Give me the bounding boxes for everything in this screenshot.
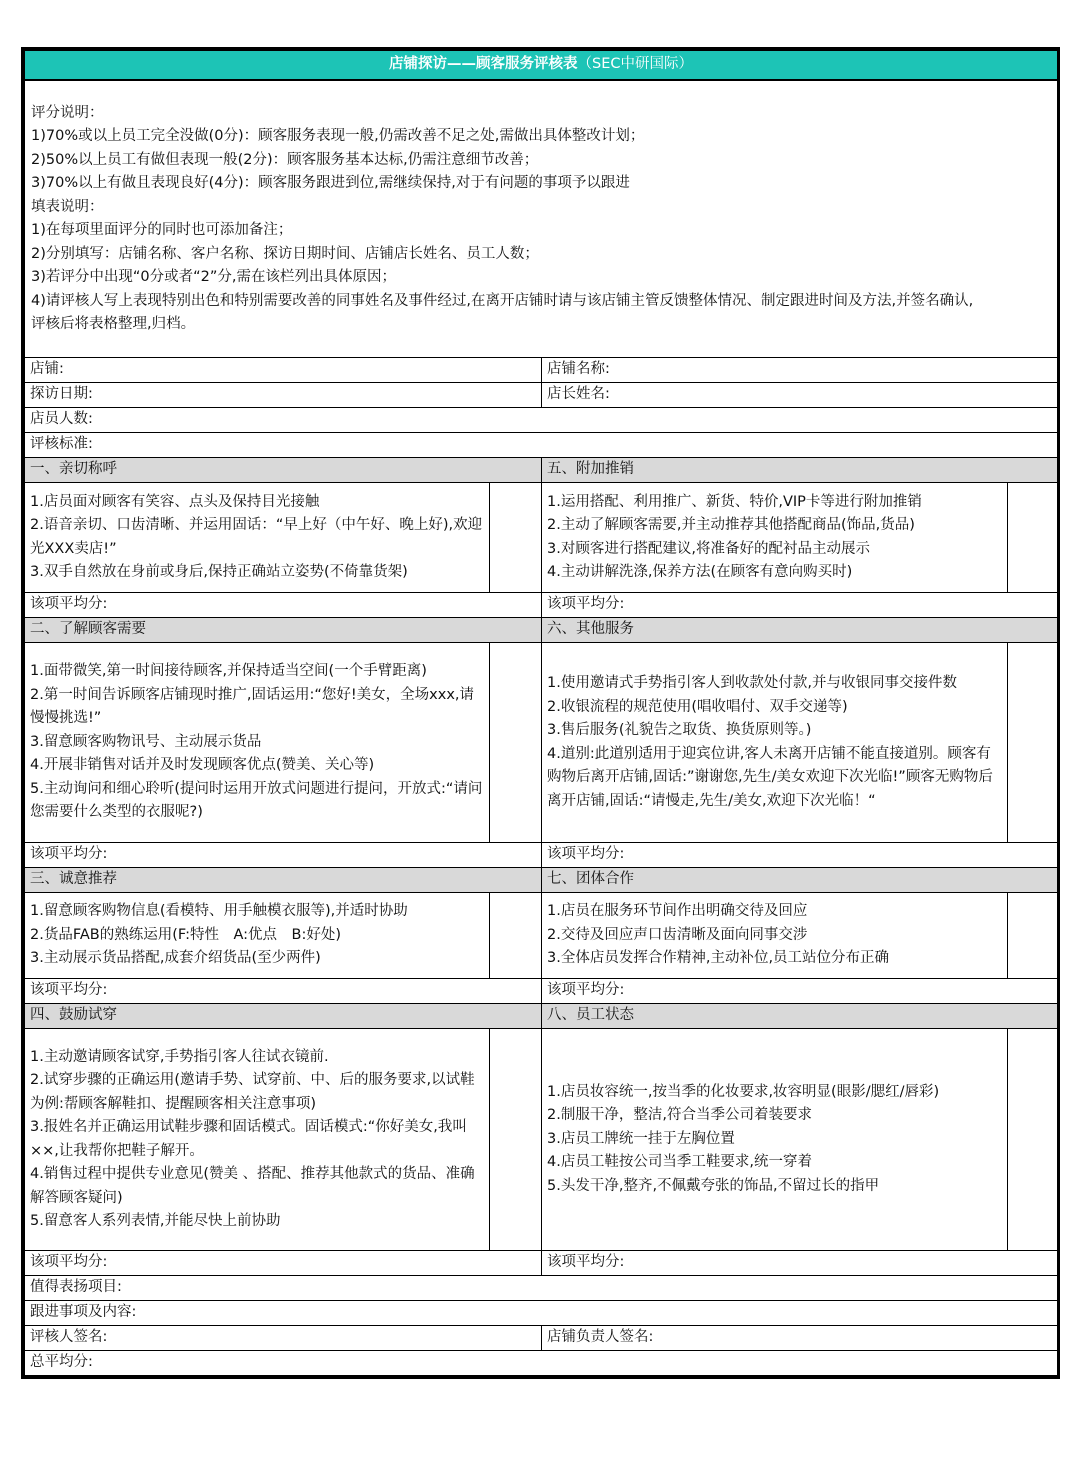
criteria-item: 5.主动询问和细心聆听(提问时运用开放式问题进行提问，开放式:“请问您需要什么类型的衣服呢?) (30, 780, 483, 821)
average-score-field[interactable]: 该项平均分: (542, 1251, 1058, 1276)
criteria-item: 1.面带微笑,第一时间接待顾客,并保持适当空间(一个手臂距离) (30, 663, 427, 680)
criteria-item: 2.第一时间告诉顾客店铺现时推广,固话运用:“您好!美女，全场xxx,请慢慢挑选!” (30, 686, 475, 727)
average-score-field[interactable]: 该项平均分: (542, 979, 1058, 1004)
criteria-item: 3.留意顾客购物讯号、主动展示货品 (30, 733, 262, 750)
form-title (25, 51, 1058, 81)
criteria-list (25, 893, 490, 979)
average-score-field[interactable]: 该项平均分: (25, 979, 542, 1004)
criteria-item: 1.主动邀请顾客试穿,手势指引客人往试衣镜前. (30, 1048, 329, 1065)
criteria-list (542, 643, 1008, 843)
criteria-item: 2.交待及回应声口齿清晰及面向同事交涉 (547, 926, 808, 943)
criteria-item: 1.留意顾客购物信息(看模特、用手触模衣服等),并适时协助 (30, 903, 408, 920)
criteria-item: 1.店员面对顾客有笑容、点头及保持目光接触 (30, 493, 320, 510)
instruction-line: 填表说明： (31, 198, 104, 215)
section-title: 二、了解顾客需要 (25, 618, 542, 643)
total-average-field[interactable]: 总平均分: (25, 1351, 1058, 1376)
praise-items-field[interactable]: 值得表扬项目: (25, 1276, 1058, 1301)
criteria-item: 3.店员工牌统一挂于左胸位置 (547, 1130, 735, 1147)
section-title: 七、团体合作 (542, 868, 1058, 893)
criteria-item: 4.道别:此道别适用于迎宾位讲,客人未离开店铺不能直接道别。顾客有购物后离开店铺,固话:”谢谢您,先生/美女欢迎下次光临!”顾客无购物后离开店铺,固话:“请慢走,先生/美女,欢迎下次光临！“ (547, 745, 993, 809)
criteria-list (542, 1029, 1008, 1251)
staff-count-field[interactable]: 店员人数: (25, 408, 1058, 433)
average-score-field[interactable]: 该项平均分: (25, 1251, 542, 1276)
form-title-main: 店铺探访——顾客服务评核表 (389, 56, 578, 73)
score-cell[interactable] (490, 1029, 542, 1251)
criteria-list (542, 893, 1008, 979)
score-cell[interactable] (1008, 643, 1058, 843)
criteria-item: 1.店员妆容统一,按当季的化妆要求,妆容明显(眼影/腮红/唇彩) (547, 1083, 940, 1100)
criteria-item: 2.试穿步骤的正确运用(邀请手势、试穿前、中、后的服务要求,以试鞋为例:帮顾客解鞋扣、提醒顾客相关注意事项) (30, 1072, 475, 1112)
form-title-sub: （SEC中研国际） (577, 56, 693, 73)
instruction-line: 3)70%以上有做且表现良好(4分)：顾客服务跟进到位,需继续保持,对于有问题的事项予以跟进 (31, 175, 630, 191)
criteria-item: 3.双手自然放在身前或身后,保持正确站立姿势(不倚靠货架) (30, 564, 408, 580)
score-cell[interactable] (1008, 483, 1058, 593)
instructions (25, 80, 1058, 358)
score-cell[interactable] (1008, 893, 1058, 979)
criteria-list (25, 1029, 490, 1251)
criteria-list (25, 643, 490, 843)
reviewer-signature-field[interactable]: 评核人签名: (25, 1326, 542, 1351)
section-title: 三、诚意推荐 (25, 868, 542, 893)
criteria-item: 4.主动讲解洗涤,保养方法(在顾客有意向购买时) (547, 564, 853, 580)
instruction-line: 3)若评分中出现“0分或者“2”分,需在该栏列出具体原因； (31, 269, 396, 285)
criteria-item: 1.运用搭配、利用推广、新货、特价,VIP卡等进行附加推销 (547, 493, 922, 510)
section-title: 八、员工状态 (542, 1004, 1058, 1029)
instruction-line: 评分说明： (31, 104, 104, 121)
criteria-list (25, 483, 490, 593)
criteria-item: 2.主动了解顾客需要,并主动推荐其他搭配商品(饰品,货品) (547, 517, 915, 533)
visit-date-field[interactable]: 探访日期: (25, 383, 542, 408)
evaluation-form (21, 47, 1060, 1379)
score-cell[interactable] (1008, 1029, 1058, 1251)
criteria-item: 1.店员在服务环节间作出明确交待及回应 (547, 903, 808, 920)
section-title: 一、亲切称呼 (25, 458, 542, 483)
store-head-signature-field[interactable]: 店铺负责人签名: (542, 1326, 1058, 1351)
instruction-line: 1)在每项里面评分的同时也可添加备注； (31, 222, 293, 238)
criteria-item: 2.货品FAB的熟练运用(F:特性 A:优点 B:好处) (30, 926, 342, 943)
instruction-line: 4)请评核人写上表现特别出色和特别需要改善的同事姓名及事件经过,在离开店铺时请与该店铺主管反馈整体情况、制定跟进时间及方法,并签名确认, (31, 292, 974, 309)
average-score-field[interactable]: 该项平均分: (25, 593, 542, 618)
score-cell[interactable] (490, 483, 542, 593)
criteria-item: 4.店员工鞋按公司当季工鞋要求,统一穿着 (547, 1154, 812, 1171)
criteria-item: 3.售后服务(礼貌告之取货、换货原则等。) (547, 722, 812, 738)
criteria-item: 5.留意客人系列表情,并能尽快上前协助 (30, 1213, 281, 1229)
average-score-field[interactable]: 该项平均分: (542, 843, 1058, 868)
score-cell[interactable] (490, 893, 542, 979)
criteria-item: 2.语音亲切、口齿清晰、并运用固话：“早上好（中午好、晚上好),欢迎光XXX卖店!” (30, 517, 483, 557)
instruction-line: 2)分别填写：店铺名称、客户名称、探访日期时间、店铺店长姓名、员工人数； (31, 245, 539, 262)
section-title: 五、附加推销 (542, 458, 1058, 483)
section-title: 四、鼓励试穿 (25, 1004, 542, 1029)
form-table (24, 50, 1058, 1376)
follow-up-field[interactable]: 跟进事项及内容: (25, 1301, 1058, 1326)
criteria-item: 3.全体店员发挥合作精神,主动补位,员工站位分布正确 (547, 950, 890, 967)
store-name-field[interactable]: 店铺名称: (542, 358, 1058, 383)
manager-name-field[interactable]: 店长姓名: (542, 383, 1058, 408)
average-score-field[interactable]: 该项平均分: (25, 843, 542, 868)
store-field[interactable]: 店铺: (25, 358, 542, 383)
instruction-line: 2)50%以上员工有做但表现一般(2分)：顾客服务基本达标,仍需注意细节改善； (31, 151, 539, 168)
section-title: 六、其他服务 (542, 618, 1058, 643)
criteria-item: 2.收银流程的规范使用(唱收唱付、双手交递等) (547, 698, 848, 715)
criteria-item: 3.报姓名并正确运用试鞋步骤和固话模式。固话模式:“你好美女,我叫××,让我帮你把鞋子解开。 (30, 1119, 467, 1159)
criteria-label: 评核标准: (25, 433, 1058, 458)
instruction-line: 1)70%或以上员工完全没做(0分)：顾客服务表现一般,仍需改善不足之处,需做出具体整改计划； (31, 128, 645, 144)
criteria-item: 4.销售过程中提供专业意见(赞美 、搭配、推荐其他款式的货品、准确解答顾客疑问) (30, 1166, 475, 1206)
instruction-line: 评核后将表格整理,归档。 (31, 316, 196, 332)
criteria-item: 5.头发干净,整齐,不佩戴夸张的饰品,不留过长的指甲 (547, 1177, 880, 1194)
score-cell[interactable] (490, 643, 542, 843)
average-score-field[interactable]: 该项平均分: (542, 593, 1058, 618)
criteria-item: 3.主动展示货品搭配,成套介绍货品(至少两件) (30, 950, 321, 967)
criteria-list (542, 483, 1008, 593)
criteria-item: 3.对顾客进行搭配建议,将准备好的配衬品主动展示 (547, 540, 870, 557)
criteria-item: 2.制服干净，整洁,符合当季公司着装要求 (547, 1107, 812, 1124)
criteria-item: 1.使用邀请式手势指引客人到收款处付款,并与收银同事交接件数 (547, 675, 957, 691)
criteria-item: 4.开展非销售对话并及时发现顾客优点(赞美、关心等) (30, 757, 375, 774)
